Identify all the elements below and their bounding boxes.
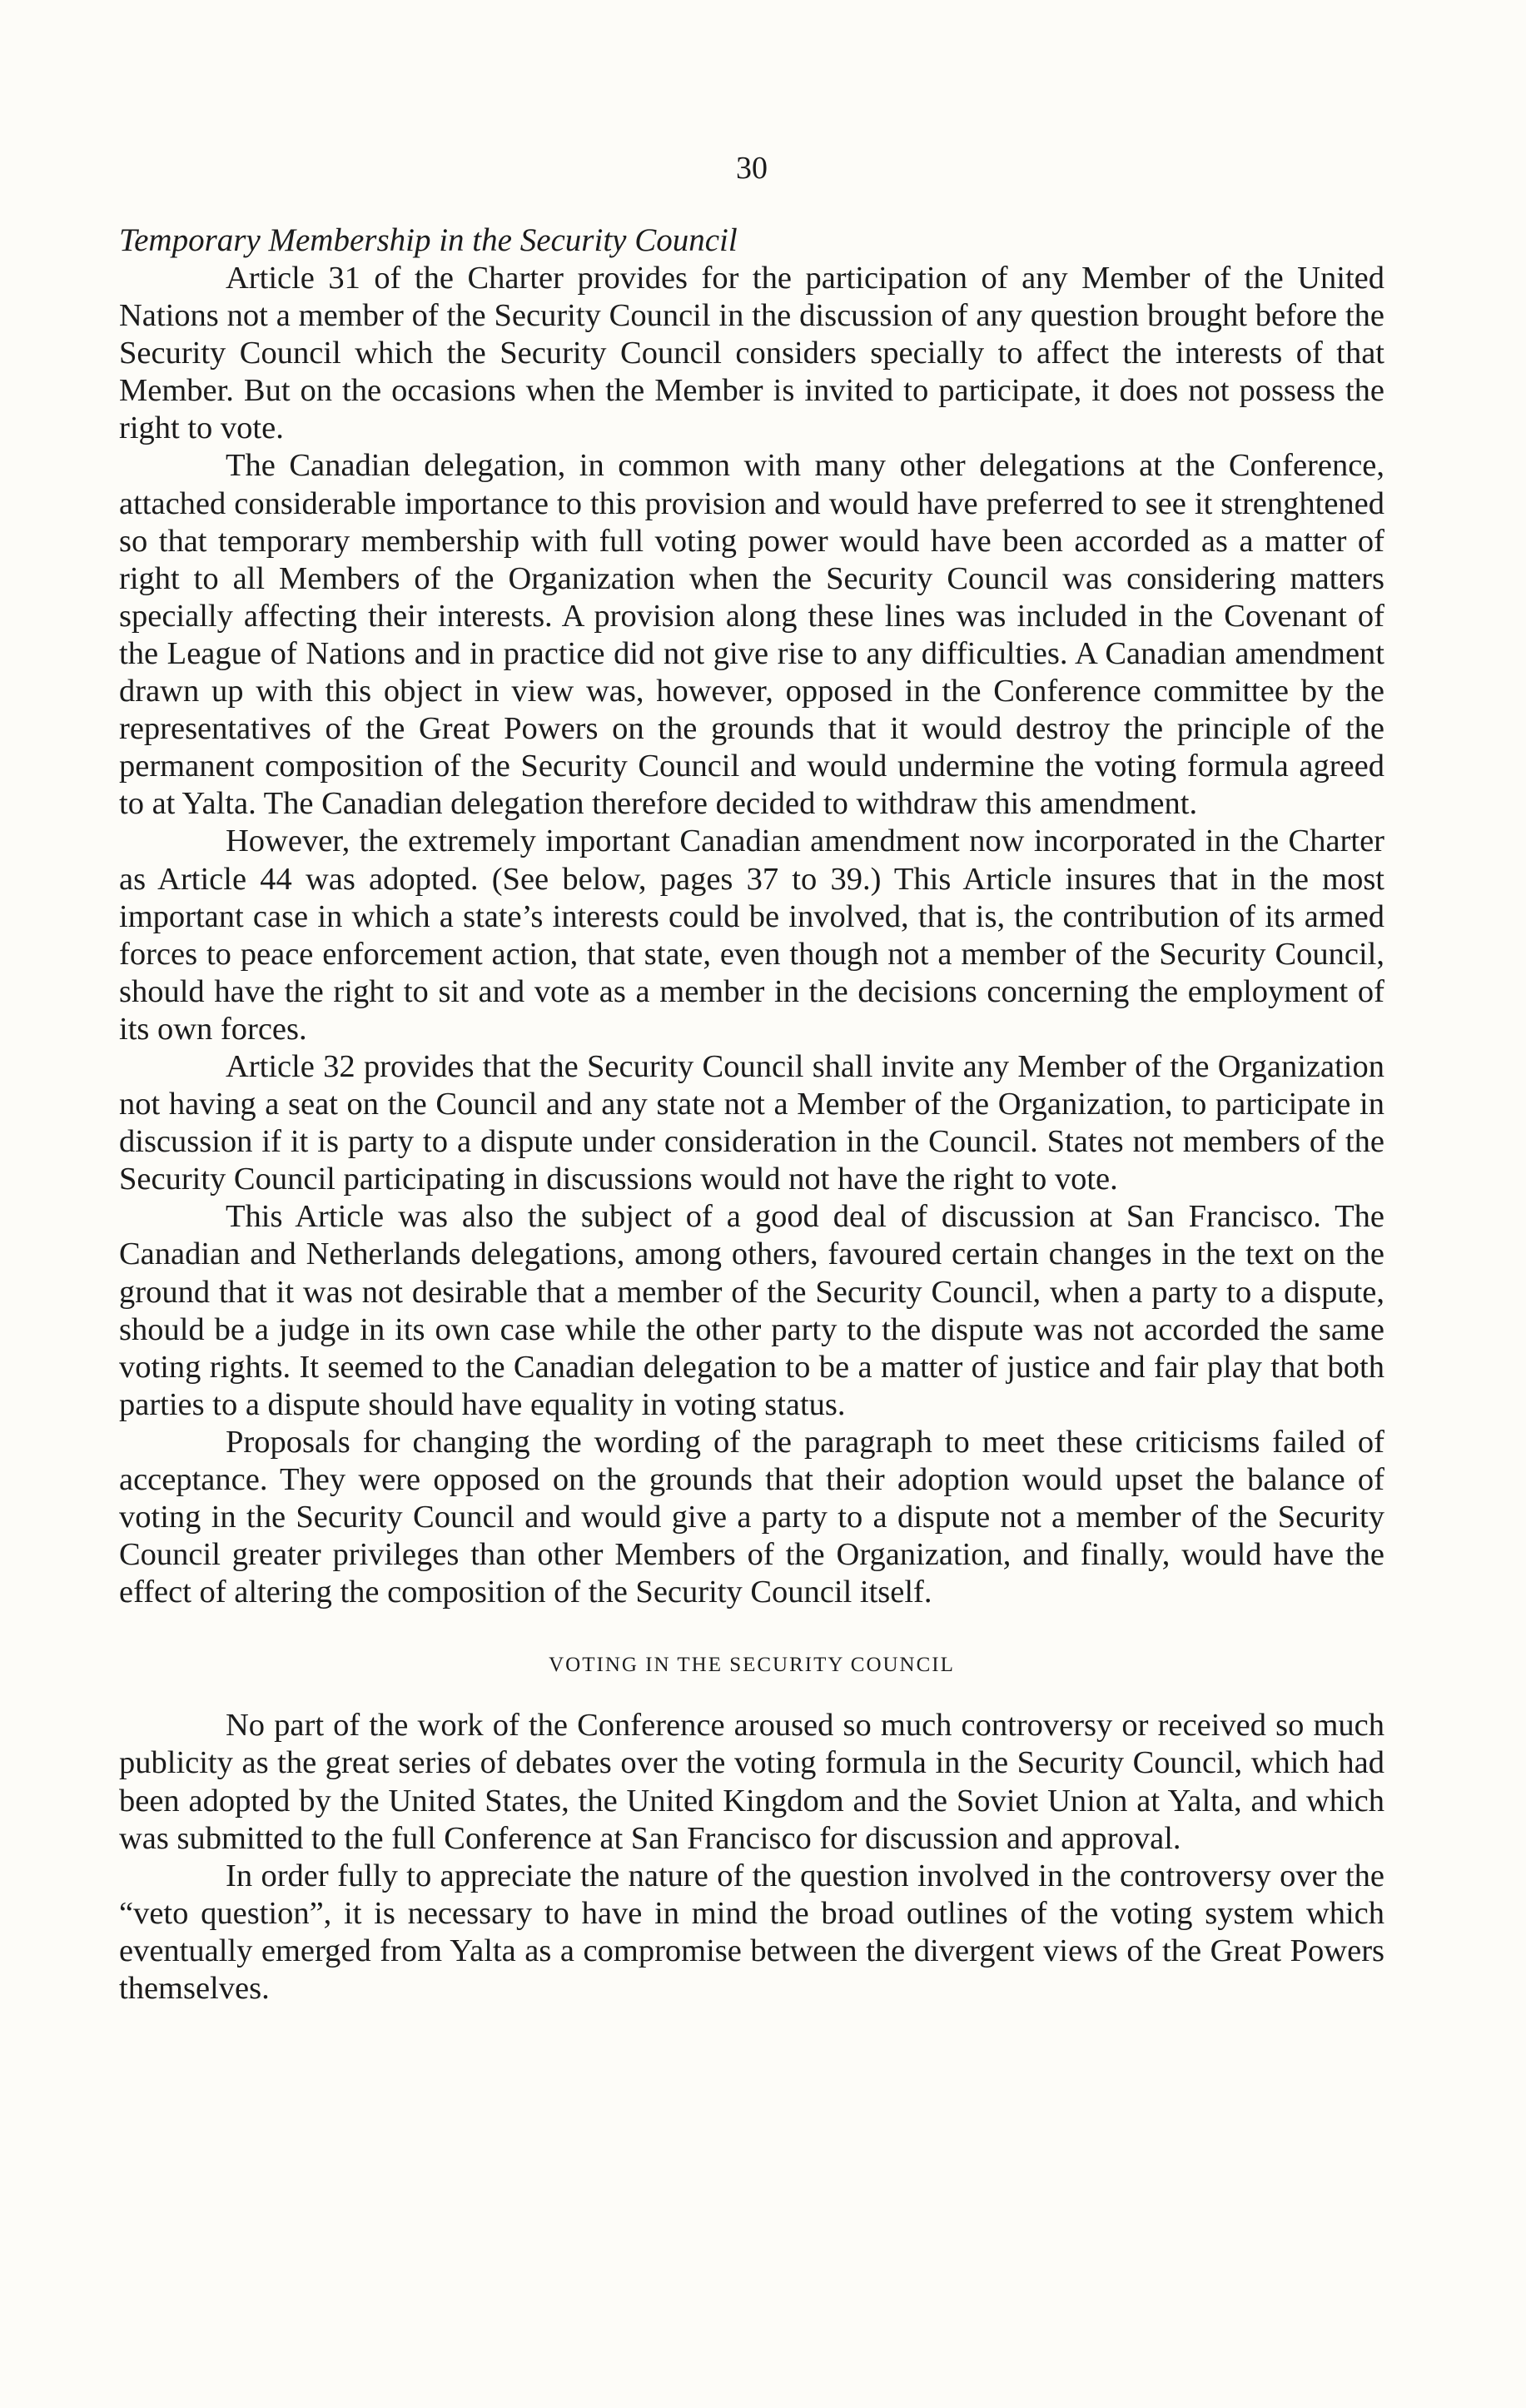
paragraph: No part of the work of the Conference aroused so much controversy or received so much publicity as the great series of debates over the voting formula in the Security Council, which had been adopted by the United States, the United Kingdom and the Soviet Union at Yalta, and which was submitted to the full Conference at San Francisco for discussion and approval.: [119, 1708, 1384, 1856]
paragraph: The Canadian delegation, in common with many other delegations at the Conference, attached considerable importance to this provision and would have preferred to see it strenghtened so that temporary membership with full voting power would have been accorded as a matter of right to all Members of the Organization when the Security Council was considering matters specially affecting their interests. A provision along these lines was included in the Covenant of the League of Nations and in practice did not give rise to any difficulties. A Canadian amendment drawn up with this object in view was, however, opposed in the Conference committee by the representatives of the Great Powers on the grounds that it would destroy the principle of the permanent composition of the Security Council and would undermine the voting formula agreed to at Yalta. The Canadian delegation therefore decided to withdraw this amendment.: [119, 448, 1384, 822]
paragraph: Article 32 provides that the Security Council shall invite any Member of the Organization not having a seat on the Council and any state not a Member of the Organization, to participate in discussion if it is party to a dispute under consideration in the Council. States not members of the Security Council participating in discussions would not have the right to vote.: [119, 1048, 1384, 1197]
page-number: 30: [736, 151, 768, 186]
paragraph: This Article was also the subject of a good deal of discussion at San Francisco. The Canadian and Netherlands delegations, among others, favoured certain changes in the text on the ground that it was not desirable that a member of the Security Council, when a party to a dispute, should be a judge in its own case while the other party to the dispute was not accorded the same voting rights. It seemed to the Canadian delegation to be a matter of justice and fair play that both parties to a dispute should have equality in voting status.: [119, 1199, 1384, 1422]
paragraph: In order fully to appreciate the nature of the question involved in the controversy over the “veto question”, it is necessary to have in mind the broad outlines of the voting system which eventually emerged from Yalta as a compromise between the divergent views of the Great Powers themselves.: [119, 1858, 1384, 2007]
section-heading-voting: VOTING IN THE SECURITY COUNCIL: [549, 1654, 955, 1677]
paragraph: Article 31 of the Charter provides for the participation of any Member of the United Nations not a member of the Security Council in the discussion of any question brought before the Security Council which the Security Council considers specially to affect the interests of that Member. But on the occasions when the Member is invited to participate, it does not possess the right to vote.: [119, 261, 1384, 446]
section-title: Temporary Membership in the Security Council: [119, 222, 738, 258]
document-page: [119, 150, 1384, 2007]
paragraph: Proposals for changing the wording of the paragraph to meet these criticisms failed of acceptance. They were opposed on the grounds that their adoption would upset the balance of voting in the Security Council and would give a party to a dispute not a member of the Security Council greater privileges than other Members of the Organization, and finally, would have the effect of altering the composition of the Security Council itself.: [119, 1424, 1384, 1610]
paragraph: However, the extremely important Canadian amendment now incorporated in the Charter as Article 44 was adopted. (See below, pages 37 to 39.) This Article insures that in the most important case in which a state’s interests could be involved, that is, the contribution of its armed forces to peace enforcement action, that state, even though not a member of the Security Council, should have the right to sit and vote as a member in the decisions concerning the employment of its own forces.: [119, 823, 1384, 1047]
